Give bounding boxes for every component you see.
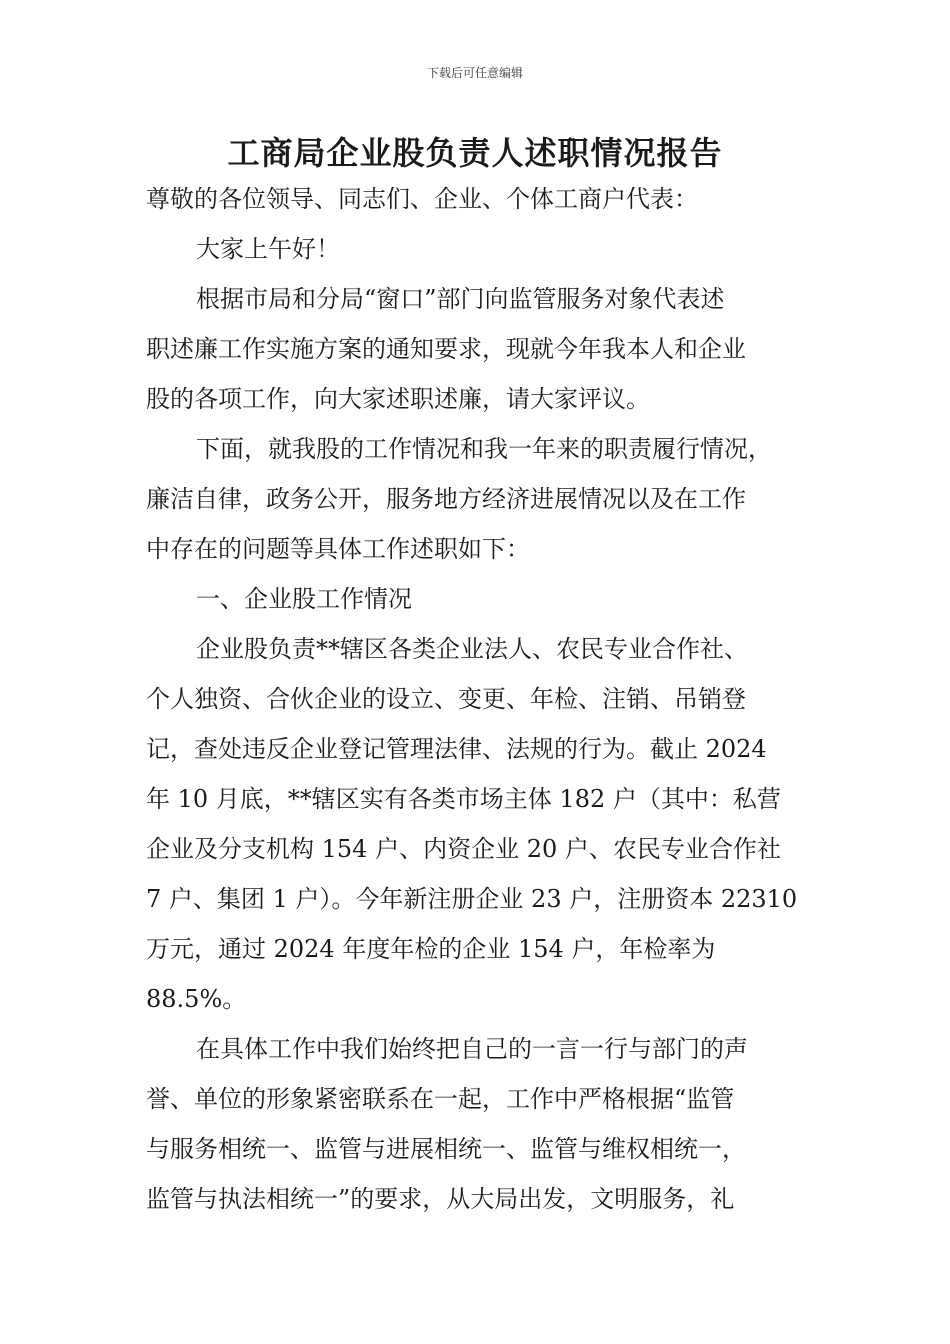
paragraph-line: 中存在的问题等具体工作述职如下： [146, 535, 530, 563]
salutation-line: 尊敬的各位领导、同志们、企业、个体工商户代表： [146, 185, 698, 213]
paragraph-line: 在具体工作中我们始终把自己的一言一行与部门的声 [196, 1035, 748, 1063]
paragraph-line: 下面，就我股的工作情况和我一年来的职责履行情况， [196, 435, 772, 463]
section-heading: 一、企业股工作情况 [196, 585, 412, 613]
paragraph-line: 誉、单位的形象紧密联系在一起，工作中严格根据“监管 [146, 1085, 735, 1113]
paragraph-line: 个人独资、合伙企业的设立、变更、年检、注销、吊销登 [146, 685, 746, 713]
greeting-line: 大家上午好！ [196, 235, 340, 263]
paragraph-line: 企业股负责**辖区各类企业法人、农民专业合作社、 [196, 635, 748, 663]
paragraph-line: 根据市局和分局“窗口”部门向监管服务对象代表述 [196, 285, 725, 313]
paragraph-line: 年 10 月底，**辖区实有各类市场主体 182 户（其中：私营 [146, 785, 781, 813]
paragraph-line: 万元，通过 2024 年度年检的企业 154 户，年检率为 [146, 935, 716, 963]
paragraph-line: 7 户、集团 1 户）。今年新注册企业 23 户，注册资本 22310 [146, 885, 798, 913]
paragraph-line: 职述廉工作实施方案的通知要求，现就今年我本人和企业 [146, 335, 746, 363]
paragraph-line: 监管与执法相统一”的要求，从大局出发，文明服务，礼 [146, 1185, 735, 1213]
document-title: 工商局企业股负责人述职情况报告 [227, 134, 723, 172]
paragraph-line: 88.5%。 [146, 985, 247, 1013]
header-note: 下载后可任意编辑 [426, 66, 523, 80]
paragraph-line: 记，查处违反企业登记管理法律、法规的行为。截止 2024 [146, 735, 767, 763]
paragraph-line: 与服务相统一、监管与进展相统一、监管与维权相统一， [146, 1135, 746, 1163]
paragraph-line: 股的各项工作，向大家述职述廉，请大家评议。 [146, 385, 650, 413]
paragraph-line: 企业及分支机构 154 户、内资企业 20 户、农民专业合作社 [146, 835, 781, 863]
paragraph-line: 廉洁自律，政务公开，服务地方经济进展情况以及在工作 [146, 485, 746, 513]
